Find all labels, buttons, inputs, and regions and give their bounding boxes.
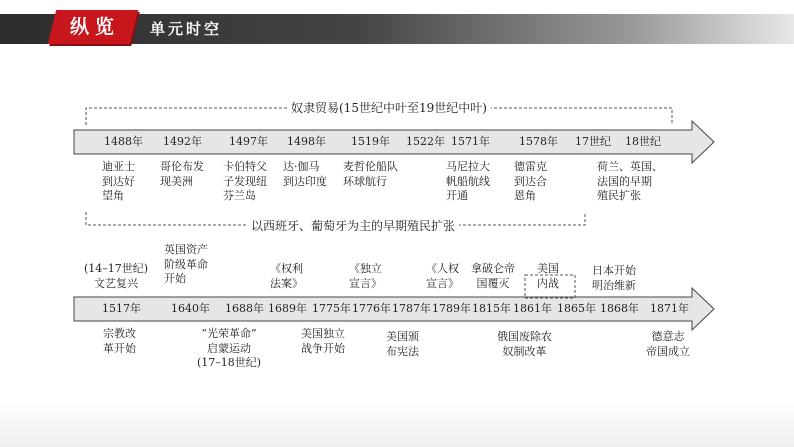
colonial-expansion-caption: 以西班牙、葡萄牙为主的早期殖民扩张 xyxy=(247,219,459,233)
t2-below-event: 宗教改 革开始 xyxy=(103,327,136,355)
t2-above-event: 《权利 法案》 xyxy=(270,262,303,290)
t1-event: 达·伽马 到达印度 xyxy=(283,160,327,188)
t2-above-event: 《人权 宣言》 xyxy=(426,262,459,290)
t2-year: 1517年 xyxy=(102,302,141,315)
t1-year: 1497年 xyxy=(229,135,268,148)
t1-year: 18世纪 xyxy=(625,135,661,148)
t2-year: 1871年 xyxy=(650,302,689,315)
t2-below-event: 美国颁 布宪法 xyxy=(386,330,419,358)
t2-year: 1865年 xyxy=(557,302,596,315)
t1-year: 1578年 xyxy=(519,135,558,148)
t2-year: 1861年 xyxy=(513,302,552,315)
t2-above-event: 日本开始 明治维新 xyxy=(592,264,636,292)
t2-year: 1815年 xyxy=(472,302,511,315)
t2-above-event: 美国 内战 xyxy=(537,262,559,290)
t1-event: 德雷克 到达合 恩角 xyxy=(514,160,547,202)
t2-year: 1787年 xyxy=(392,302,431,315)
section-badge-label: 纵览 xyxy=(69,16,120,38)
t1-event: 卡伯特父 子发现纽 芬兰岛 xyxy=(223,160,267,202)
section-title: 单元时空 xyxy=(150,20,223,38)
slave-trade-caption: 奴隶贸易(15世纪中叶至19世纪中叶) xyxy=(287,101,491,115)
t1-event: 麦哲伦船队 环球航行 xyxy=(343,160,398,188)
t1-year: 1519年 xyxy=(351,135,390,148)
t2-year: 1775年 xyxy=(312,302,351,315)
t2-below-event: “光荣革命” 启蒙运动 (17–18世纪) xyxy=(197,327,262,369)
t1-event: 哥伦布发 现美洲 xyxy=(160,160,204,188)
t1-year: 1488年 xyxy=(104,135,143,148)
t1-year: 1498年 xyxy=(287,135,326,148)
t2-year: 1688年 xyxy=(225,302,264,315)
t2-year: 1789年 xyxy=(432,302,471,315)
t1-year: 1571年 xyxy=(451,135,490,148)
t2-above-event: 《独立 宣言》 xyxy=(349,262,382,290)
t2-below-event: 美国独立 战争开始 xyxy=(301,327,345,355)
t1-event: 马尼拉大 帆船航线 开通 xyxy=(446,160,490,202)
t1-year: 1522年 xyxy=(406,135,445,148)
t2-year: 1640年 xyxy=(171,302,210,315)
t2-year: 1776年 xyxy=(352,302,391,315)
t1-event: 迪亚士 到达好 望角 xyxy=(102,160,135,202)
t1-event: 荷兰、英国、 法国的早期 殖民扩张 xyxy=(597,160,663,202)
t1-year: 1492年 xyxy=(163,135,202,148)
t2-year: 1689年 xyxy=(268,302,307,315)
t2-below-event: 德意志 帝国成立 xyxy=(646,330,690,358)
t2-above-event: 英国资产 阶级革命 开始 xyxy=(164,243,208,285)
t2-above-event: 拿破仑帝 国覆灭 xyxy=(471,262,515,290)
t2-below-event: 俄国废除农 奴制改革 xyxy=(497,330,552,358)
t2-year: 1868年 xyxy=(600,302,639,315)
t2-above-event: (14–17世纪) 文艺复兴 xyxy=(84,262,149,290)
t1-year: 17世纪 xyxy=(575,135,611,148)
